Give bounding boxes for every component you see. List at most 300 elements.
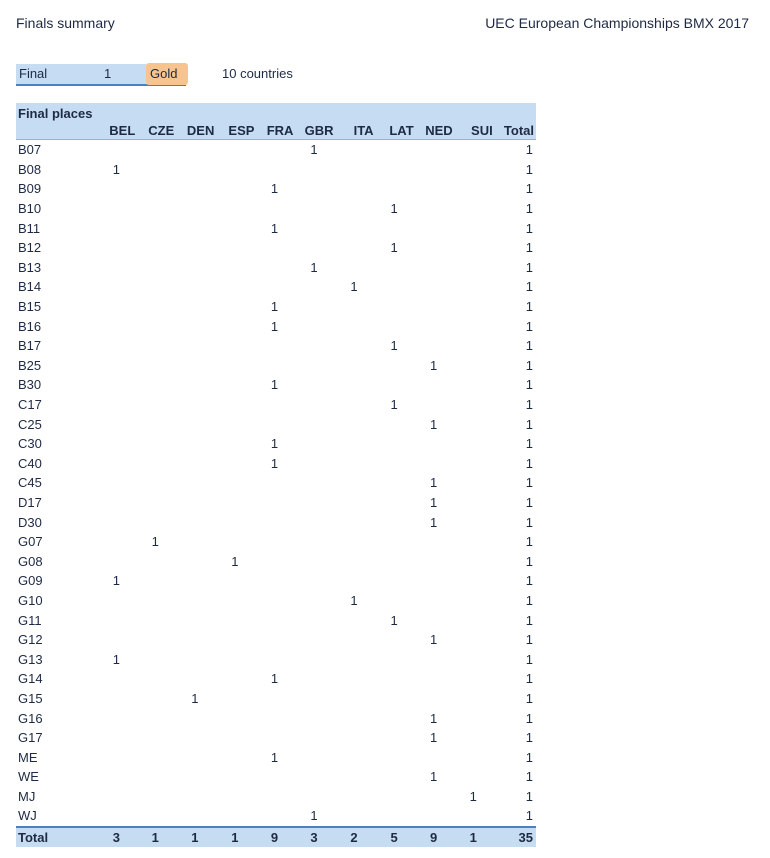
row-label: G13 <box>18 651 43 667</box>
place-cell <box>376 454 416 474</box>
place-cell <box>455 591 495 611</box>
place-cell <box>455 806 495 827</box>
place-cell <box>98 316 137 336</box>
row-total-cell: 1 <box>525 651 533 667</box>
place-cell <box>376 767 416 787</box>
place-cell: 1 <box>430 494 438 510</box>
place-cell <box>376 473 416 493</box>
place-cell <box>98 708 137 728</box>
place-cell <box>176 199 216 219</box>
place-cell <box>256 258 295 278</box>
row-label: B10 <box>18 201 42 217</box>
table-row <box>16 179 536 199</box>
filter-value[interactable]: 1 <box>104 66 112 81</box>
table-row <box>16 767 536 787</box>
totals-label: Total <box>18 829 49 845</box>
place-cell <box>336 787 376 807</box>
table-row <box>16 199 536 219</box>
place-cell <box>416 610 455 630</box>
table-row <box>16 728 536 748</box>
place-cell <box>336 610 376 630</box>
place-cell <box>295 375 335 395</box>
table-row <box>16 316 536 336</box>
table-row <box>16 747 536 767</box>
place-cell <box>256 630 295 650</box>
place-cell: 1 <box>469 788 477 804</box>
place-cell <box>98 787 137 807</box>
row-label: B17 <box>18 338 42 354</box>
place-cell <box>137 551 176 571</box>
place-cell <box>295 747 335 767</box>
row-total-cell: 1 <box>525 259 533 275</box>
row-total-cell: 1 <box>525 514 533 530</box>
place-cell: 1 <box>270 181 279 197</box>
place-cell <box>256 532 295 552</box>
place-cell <box>98 728 137 748</box>
doc-title: Finals summary <box>16 15 115 31</box>
row-label: G12 <box>18 632 43 648</box>
place-cell <box>216 258 256 278</box>
countries-count: 10 countries <box>222 66 293 81</box>
place-cell <box>98 767 137 787</box>
place-cell <box>416 649 455 669</box>
filter-label: Final <box>19 66 48 81</box>
place-cell <box>295 454 335 474</box>
table-row <box>16 434 536 454</box>
place-cell <box>98 297 137 317</box>
row-total-cell: 1 <box>525 612 533 628</box>
place-cell <box>176 238 216 258</box>
table-row <box>16 669 536 689</box>
place-cell <box>295 689 335 709</box>
table-row <box>16 277 536 297</box>
place-cell <box>98 473 137 493</box>
place-cell <box>216 414 256 434</box>
place-cell <box>455 454 495 474</box>
place-cell <box>256 806 295 827</box>
totals-cell: 1 <box>469 829 477 845</box>
place-cell <box>336 434 376 454</box>
place-cell <box>137 610 176 630</box>
place-cell <box>336 669 376 689</box>
place-cell <box>455 434 495 454</box>
place-cell <box>137 473 176 493</box>
place-cell <box>256 767 295 787</box>
final-places-table <box>16 103 536 847</box>
column-header: LAT <box>389 123 414 138</box>
place-cell <box>137 316 176 336</box>
row-total-cell: 1 <box>525 318 533 334</box>
place-cell <box>455 356 495 376</box>
place-cell <box>376 434 416 454</box>
row-label: C17 <box>18 397 42 413</box>
place-cell <box>98 551 137 571</box>
place-cell: 1 <box>151 534 159 550</box>
row-total-cell: 1 <box>525 592 533 608</box>
place-cell <box>416 571 455 591</box>
place-cell <box>176 336 216 356</box>
place-cell <box>295 493 335 513</box>
place-cell <box>216 316 256 336</box>
place-cell <box>176 218 216 238</box>
place-cell <box>376 532 416 552</box>
place-cell <box>176 414 216 434</box>
place-cell <box>336 532 376 552</box>
row-total-cell: 1 <box>525 710 533 726</box>
totals-row <box>16 827 536 847</box>
grand-total: 35 <box>518 829 533 845</box>
place-cell <box>416 747 455 767</box>
place-cell: 1 <box>112 573 120 589</box>
place-cell: 1 <box>270 299 279 315</box>
place-cell <box>256 414 295 434</box>
place-cell <box>256 708 295 728</box>
place-cell <box>455 532 495 552</box>
table-row <box>16 414 536 434</box>
place-cell <box>176 258 216 278</box>
place-cell <box>98 277 137 297</box>
place-cell <box>137 277 176 297</box>
row-label: G14 <box>18 671 43 687</box>
row-total-cell: 1 <box>525 808 533 824</box>
place-cell <box>137 767 176 787</box>
row-total-cell: 1 <box>525 455 533 471</box>
place-cell <box>176 728 216 748</box>
place-cell: 1 <box>430 357 438 373</box>
place-cell <box>336 414 376 434</box>
place-cell <box>416 277 455 297</box>
place-cell: 1 <box>310 142 318 158</box>
place-cell <box>216 356 256 376</box>
place-cell <box>295 551 335 571</box>
place-cell <box>376 747 416 767</box>
place-cell <box>98 610 137 630</box>
place-cell <box>336 806 376 827</box>
place-cell <box>256 649 295 669</box>
table-row <box>16 532 536 552</box>
row-total-cell: 1 <box>525 436 533 452</box>
table-row <box>16 787 536 807</box>
place-cell <box>336 199 376 219</box>
totals-cell: 1 <box>151 829 159 845</box>
place-cell <box>376 689 416 709</box>
place-cell <box>376 551 416 571</box>
place-cell: 1 <box>310 259 318 275</box>
place-cell <box>376 179 416 199</box>
place-cell <box>98 669 137 689</box>
place-cell: 1 <box>390 338 398 354</box>
place-cell <box>176 179 216 199</box>
place-cell <box>216 767 256 787</box>
place-cell <box>416 434 455 454</box>
place-cell <box>176 356 216 376</box>
place-cell <box>98 375 137 395</box>
place-cell <box>455 160 495 180</box>
place-cell: 1 <box>112 651 120 667</box>
place-cell <box>376 277 416 297</box>
place-cell <box>137 199 176 219</box>
place-cell <box>416 591 455 611</box>
place-cell <box>455 199 495 219</box>
place-cell: 1 <box>112 161 120 177</box>
place-cell <box>336 218 376 238</box>
place-cell <box>336 336 376 356</box>
place-cell <box>455 512 495 532</box>
place-cell <box>176 532 216 552</box>
place-cell <box>98 414 137 434</box>
place-cell <box>176 395 216 415</box>
place-cell <box>216 571 256 591</box>
place-cell <box>295 532 335 552</box>
row-total-cell: 1 <box>525 142 533 158</box>
place-cell <box>336 473 376 493</box>
place-cell <box>216 610 256 630</box>
place-cell: 1 <box>350 592 358 608</box>
place-cell <box>216 140 256 160</box>
place-cell <box>98 336 137 356</box>
place-cell: 1 <box>350 279 358 295</box>
row-total-cell: 1 <box>525 749 533 765</box>
row-total-cell: 1 <box>525 240 533 256</box>
table-row <box>16 512 536 532</box>
place-cell <box>455 179 495 199</box>
place-cell <box>295 356 335 376</box>
place-cell: 1 <box>430 475 438 491</box>
table-row <box>16 473 536 493</box>
medal-selector[interactable]: Gold <box>146 63 188 85</box>
place-cell <box>256 728 295 748</box>
place-cell <box>376 806 416 827</box>
place-cell <box>216 473 256 493</box>
place-cell <box>416 806 455 827</box>
place-cell: 1 <box>430 416 438 432</box>
row-total-cell: 1 <box>525 730 533 746</box>
row-label: B15 <box>18 299 42 315</box>
place-cell <box>176 473 216 493</box>
place-cell <box>137 238 176 258</box>
table-row <box>16 375 536 395</box>
row-total-cell: 1 <box>525 475 533 491</box>
place-cell <box>98 493 137 513</box>
table-row <box>16 336 536 356</box>
table-row <box>16 571 536 591</box>
row-total-cell: 1 <box>525 201 533 217</box>
place-cell <box>137 356 176 376</box>
table-row <box>16 238 536 258</box>
place-cell <box>137 806 176 827</box>
place-cell <box>256 277 295 297</box>
totals-cell: 1 <box>191 829 199 845</box>
place-cell <box>137 747 176 767</box>
row-label: G10 <box>18 592 43 608</box>
place-cell: 1 <box>270 455 279 471</box>
table-row <box>16 493 536 513</box>
place-cell <box>137 669 176 689</box>
place-cell <box>98 747 137 767</box>
row-label: B11 <box>18 220 41 236</box>
place-cell: 1 <box>390 240 398 256</box>
place-cell <box>216 199 256 219</box>
place-cell <box>176 297 216 317</box>
row-total-cell: 1 <box>525 788 533 804</box>
place-cell <box>176 767 216 787</box>
row-label: B12 <box>18 240 42 256</box>
table-body <box>16 140 536 827</box>
place-cell <box>295 787 335 807</box>
place-cell <box>256 787 295 807</box>
place-cell <box>295 708 335 728</box>
place-cell <box>98 591 137 611</box>
place-cell <box>256 336 295 356</box>
row-label: C45 <box>18 475 42 491</box>
place-cell <box>295 610 335 630</box>
place-cell <box>216 375 256 395</box>
place-cell <box>295 571 335 591</box>
place-cell <box>455 414 495 434</box>
place-cell <box>137 179 176 199</box>
place-cell <box>176 512 216 532</box>
place-cell <box>256 689 295 709</box>
place-cell <box>336 316 376 336</box>
place-cell <box>256 395 295 415</box>
place-cell <box>256 571 295 591</box>
place-cell <box>455 610 495 630</box>
place-cell <box>416 238 455 258</box>
place-cell <box>455 689 495 709</box>
table-row <box>16 708 536 728</box>
totals-cell: 1 <box>231 829 239 845</box>
column-header: CZE <box>148 123 175 138</box>
row-label: WJ <box>18 808 37 824</box>
place-cell <box>176 375 216 395</box>
place-cell <box>137 787 176 807</box>
row-total-cell: 1 <box>525 632 533 648</box>
place-cell <box>455 140 495 160</box>
row-total-cell: 1 <box>525 338 533 354</box>
totals-cell: 2 <box>350 829 358 845</box>
place-cell <box>98 434 137 454</box>
place-cell <box>216 689 256 709</box>
place-cell <box>216 806 256 827</box>
column-header: ITA <box>353 123 374 138</box>
place-cell <box>336 454 376 474</box>
row-total-cell: 1 <box>525 377 533 393</box>
place-cell <box>416 395 455 415</box>
row-total-cell: 1 <box>525 279 533 295</box>
totals-cell: 3 <box>310 829 318 845</box>
row-label: WE <box>18 769 39 785</box>
place-cell <box>98 395 137 415</box>
place-cell <box>295 199 335 219</box>
totals-cell: 5 <box>390 829 398 845</box>
place-cell <box>98 258 137 278</box>
place-cell <box>216 591 256 611</box>
place-cell <box>455 708 495 728</box>
place-cell <box>336 493 376 513</box>
row-label: B25 <box>18 357 42 373</box>
place-cell <box>256 610 295 630</box>
place-cell <box>216 179 256 199</box>
place-cell <box>98 630 137 650</box>
place-cell <box>176 571 216 591</box>
place-cell <box>336 767 376 787</box>
row-label: G11 <box>18 612 42 628</box>
totals-cell: 9 <box>430 829 438 845</box>
place-cell <box>455 395 495 415</box>
row-label: G15 <box>18 690 43 706</box>
place-cell <box>376 316 416 336</box>
place-cell <box>336 571 376 591</box>
place-cell <box>295 160 335 180</box>
place-cell <box>336 238 376 258</box>
place-cell <box>216 297 256 317</box>
place-cell: 1 <box>270 436 279 452</box>
place-cell <box>376 356 416 376</box>
place-cell <box>256 238 295 258</box>
final-filter[interactable] <box>16 64 186 86</box>
place-cell <box>336 649 376 669</box>
place-cell <box>455 571 495 591</box>
place-cell <box>137 649 176 669</box>
place-cell <box>98 806 137 827</box>
place-cell <box>376 512 416 532</box>
column-header: NED <box>425 123 453 138</box>
place-cell <box>98 218 137 238</box>
place-cell <box>216 493 256 513</box>
place-cell <box>216 512 256 532</box>
column-header-empty <box>16 122 98 140</box>
place-cell <box>455 473 495 493</box>
place-cell <box>376 630 416 650</box>
row-label: B13 <box>18 259 42 275</box>
row-label: ME <box>18 749 38 765</box>
row-label: B16 <box>18 318 42 334</box>
place-cell <box>295 728 335 748</box>
place-cell <box>256 473 295 493</box>
row-total-cell: 1 <box>525 690 533 706</box>
row-label: B07 <box>18 142 42 158</box>
place-cell <box>336 297 376 317</box>
place-cell <box>137 336 176 356</box>
place-cell <box>336 356 376 376</box>
row-label: G16 <box>18 710 43 726</box>
row-total-cell: 1 <box>525 220 533 236</box>
place-cell <box>455 258 495 278</box>
place-cell <box>376 493 416 513</box>
place-cell <box>376 375 416 395</box>
place-cell <box>295 179 335 199</box>
row-total-cell: 1 <box>525 357 533 373</box>
section-title: Final places <box>18 105 93 121</box>
place-cell <box>416 218 455 238</box>
place-cell <box>336 258 376 278</box>
row-label: B30 <box>18 377 42 393</box>
row-label: B08 <box>18 161 42 177</box>
place-cell <box>98 356 137 376</box>
place-cell <box>176 454 216 474</box>
place-cell <box>295 238 335 258</box>
place-cell <box>137 375 176 395</box>
table-row <box>16 454 536 474</box>
place-cell <box>216 395 256 415</box>
place-cell <box>416 199 455 219</box>
place-cell <box>216 336 256 356</box>
row-label: MJ <box>18 788 36 804</box>
table-row <box>16 160 536 180</box>
place-cell <box>376 787 416 807</box>
place-cell <box>336 375 376 395</box>
row-total-cell: 1 <box>525 671 533 687</box>
